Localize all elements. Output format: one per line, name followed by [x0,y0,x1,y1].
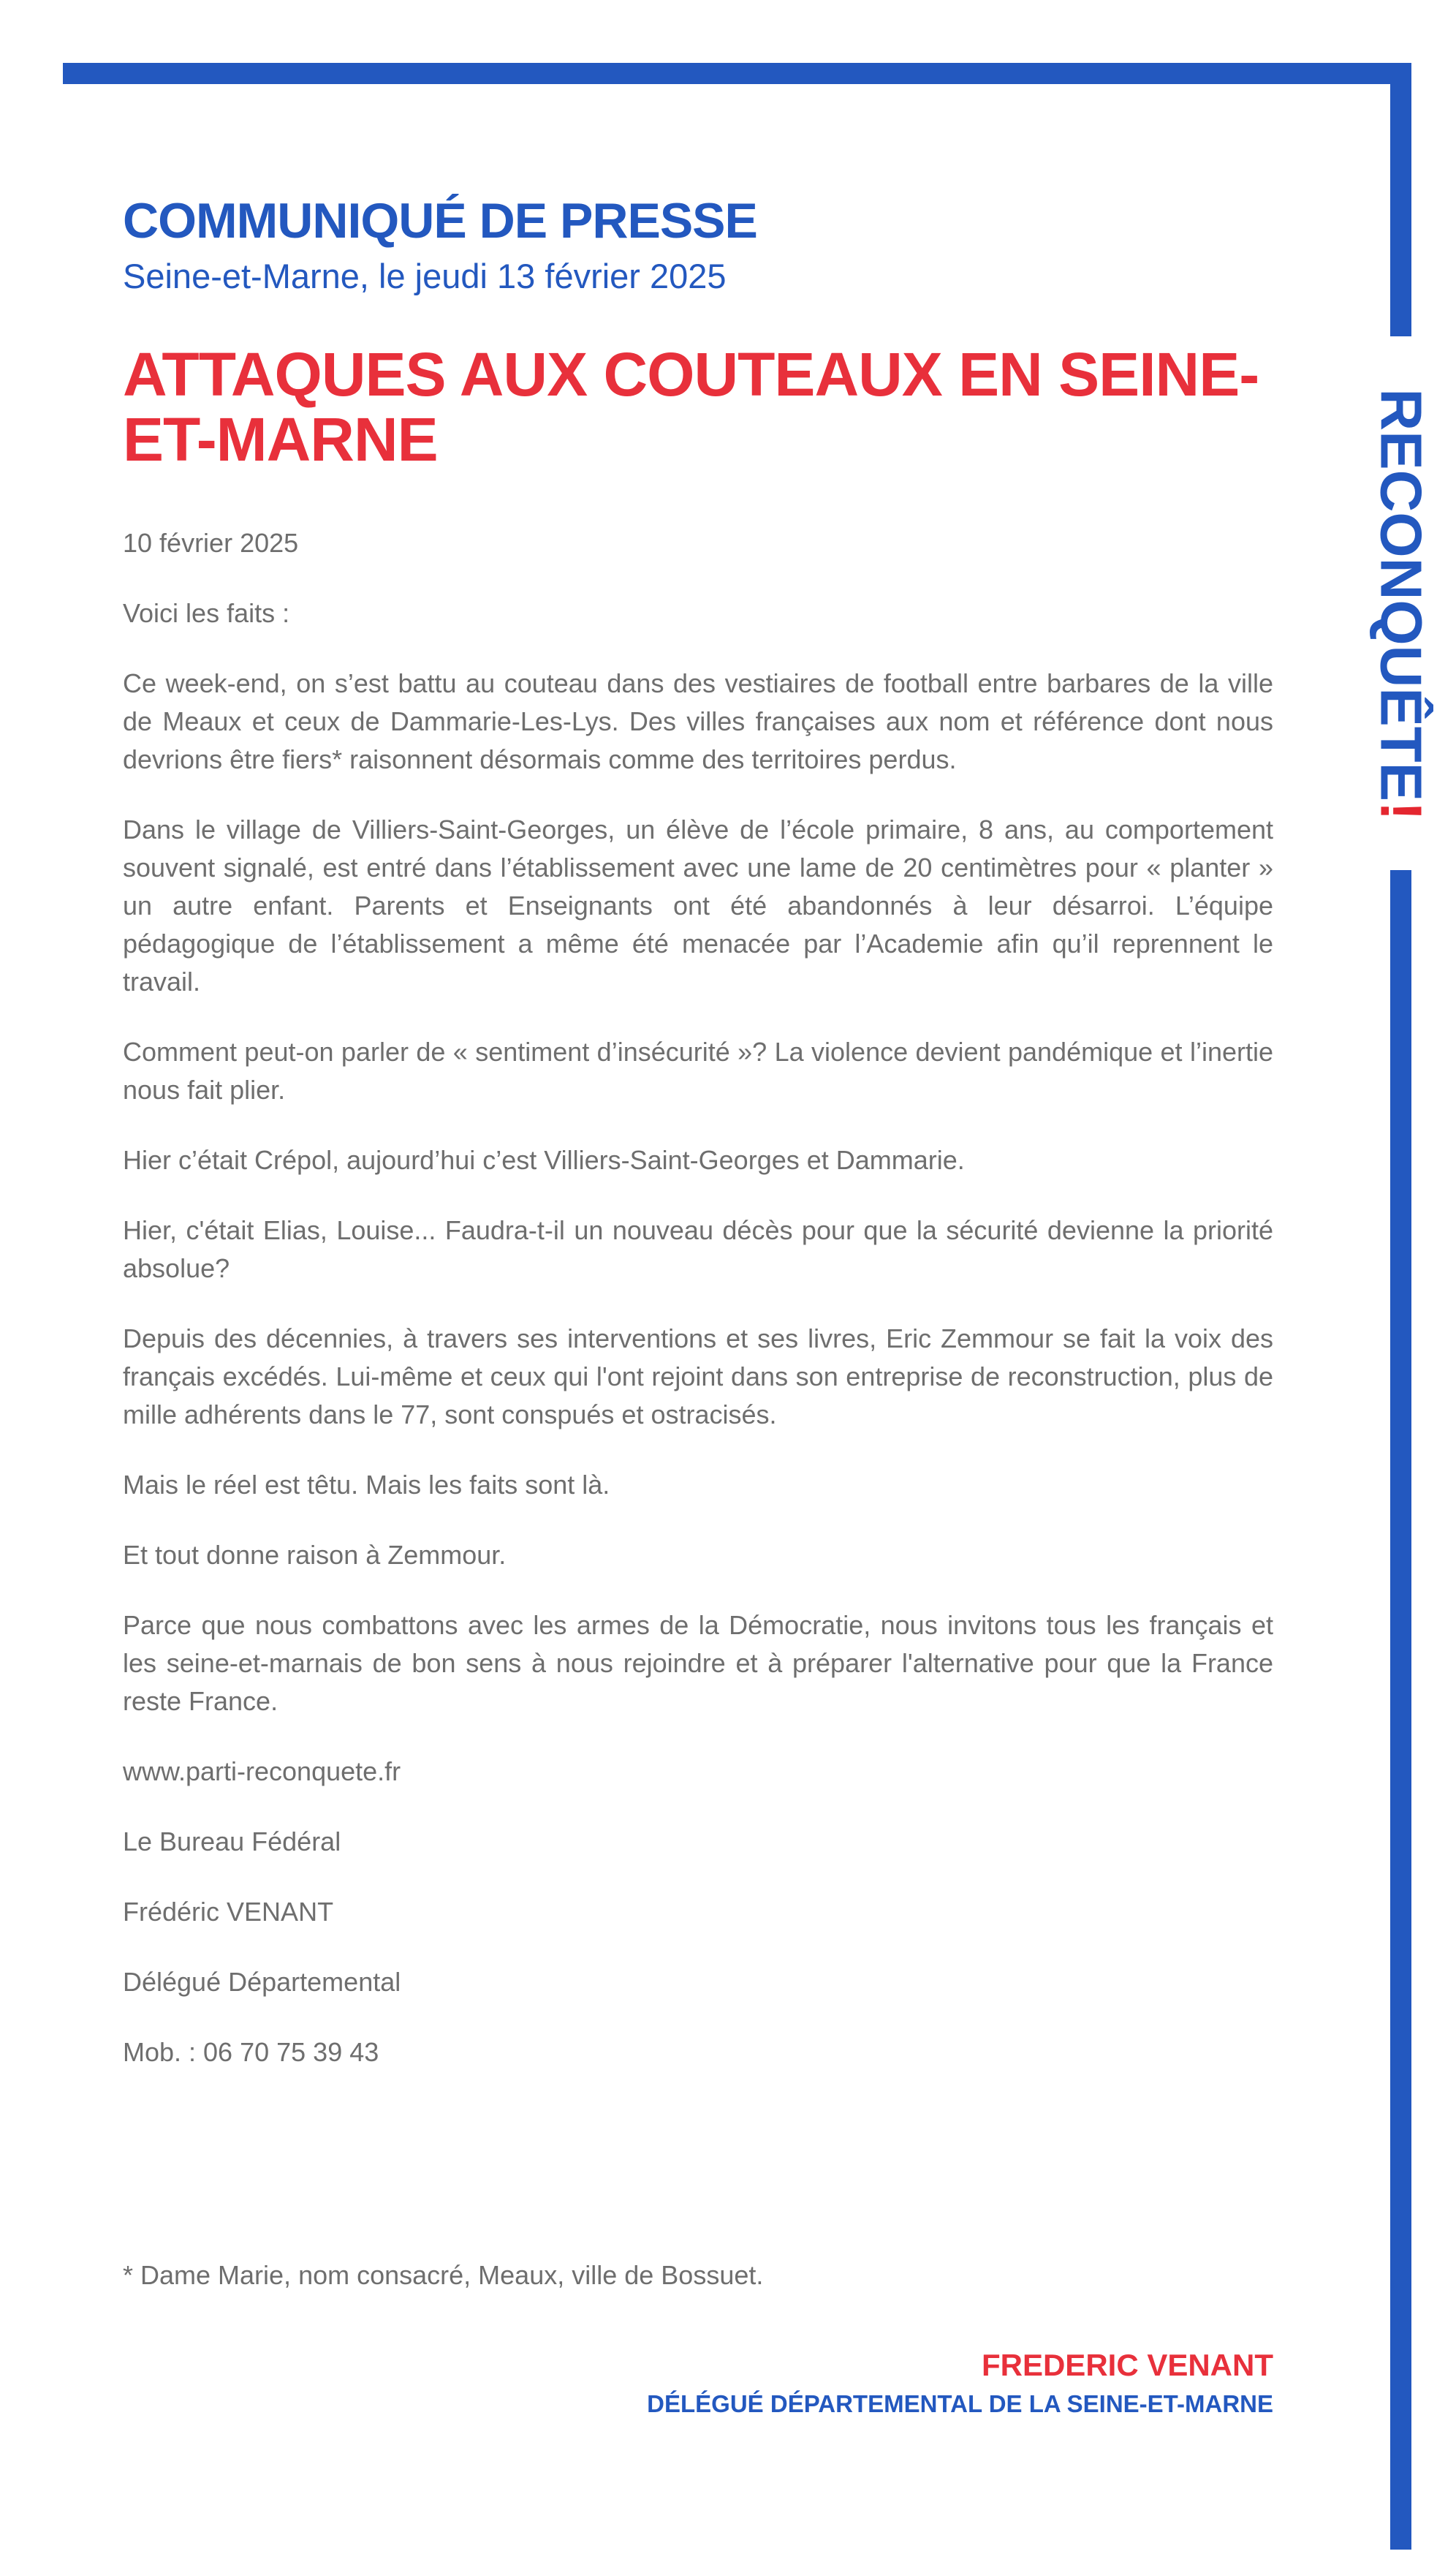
body-paragraph: Depuis des décennies, à travers ses interventions et ses livres, Eric Zemmour se fait la voix des français excédés. Lui-même et ceux qui l'ont rejoint dans son entreprise de reconstruction, plus de mille adhérents dans le 77, sont conspués et ostracisés. [123,1323,1273,1429]
website-link[interactable]: www.parti-reconquete.fr [123,1756,401,1786]
bureau-label: Le Bureau Fédéral [123,1826,341,1856]
signature-name: FREDERIC VENANT [981,2348,1273,2382]
body-paragraph: Et tout donne raison à Zemmour. [123,1539,507,1570]
body-paragraph: Hier, c'était Elias, Louise... Faudra-t-il un nouveau décès pour que la sécurité devienne la priorité absolue? [123,1214,1273,1283]
logo-exclamation: ! [1369,801,1435,821]
signature-block [647,2347,1273,2419]
body-text [123,524,1273,2071]
body-paragraph: Hier c’était Crépol, aujourd’hui c’est Villiers-Saint-Georges et Dammarie. [123,1144,965,1175]
top-border-bar [63,63,1411,84]
contact-name: Frédéric VENANT [123,1896,334,1927]
date-line: Seine-et-Marne, le jeudi 13 février 2025 [123,257,727,295]
right-border-bar-upper [1390,63,1411,336]
logo-text: RECONQUÊTE [1369,388,1435,801]
press-release-kicker: COMMUNIQUÉ DE PRESSE [123,193,757,249]
contact-role: Délégué Départemental [123,1966,401,1997]
headline: ATTAQUES AUX COUTEAUX EN SEINE-ET-MARNE [123,340,1259,474]
press-release-content [123,193,1273,2104]
footnote: * Dame Marie, nom consacré, Meaux, ville de Bossuet. [123,2260,764,2290]
body-paragraph-intro: Voici les faits : [123,597,290,628]
body-paragraph: Comment peut-on parler de « sentiment d’insécurité »? La violence devient pandémique et l’inertie nous fait plier. [123,1036,1273,1105]
contact-phone: Mob. : 06 70 75 39 43 [123,2036,379,2067]
body-paragraph: Dans le village de Villiers-Saint-Georges, un élève de l’école primaire, 8 ans, au comportement souvent signalé, est entré dans l’établissement avec une lame de 20 centimètres pour « planter » un autre enfant. Parents et Enseignants ont été abandonnés à leur désarroi. L’équipe pédagogique de l’établissement a même été menacée par l’Academie afin qu’il reprennent le travail. [123,814,1273,997]
signature-role: DÉLÉGUÉ DÉPARTEMENTAL DE LA SEINE-ET-MARNE [647,2390,1273,2418]
right-border-bar-lower [1390,870,1411,2550]
body-paragraph: Ce week-end, on s’est battu au couteau dans des vestiaires de football entre barbares de la ville de Meaux et ceux de Dammarie-Les-Lys. Des villes françaises aux nom et référence dont nous devrions être fiers* raisonnent désormais comme des territoires perdus. [123,668,1273,774]
reconquete-logo [1368,388,1435,821]
body-paragraph: Parce que nous combattons avec les armes de la Démocratie, nous invitons tous les français et les seine-et-marnais de bon sens à nous rejoindre et à préparer l'alternative pour que la France reste France. [123,1609,1273,1716]
body-paragraph: Mais le réel est têtu. Mais les faits sont là. [123,1469,610,1500]
body-paragraph-date: 10 février 2025 [123,527,299,558]
